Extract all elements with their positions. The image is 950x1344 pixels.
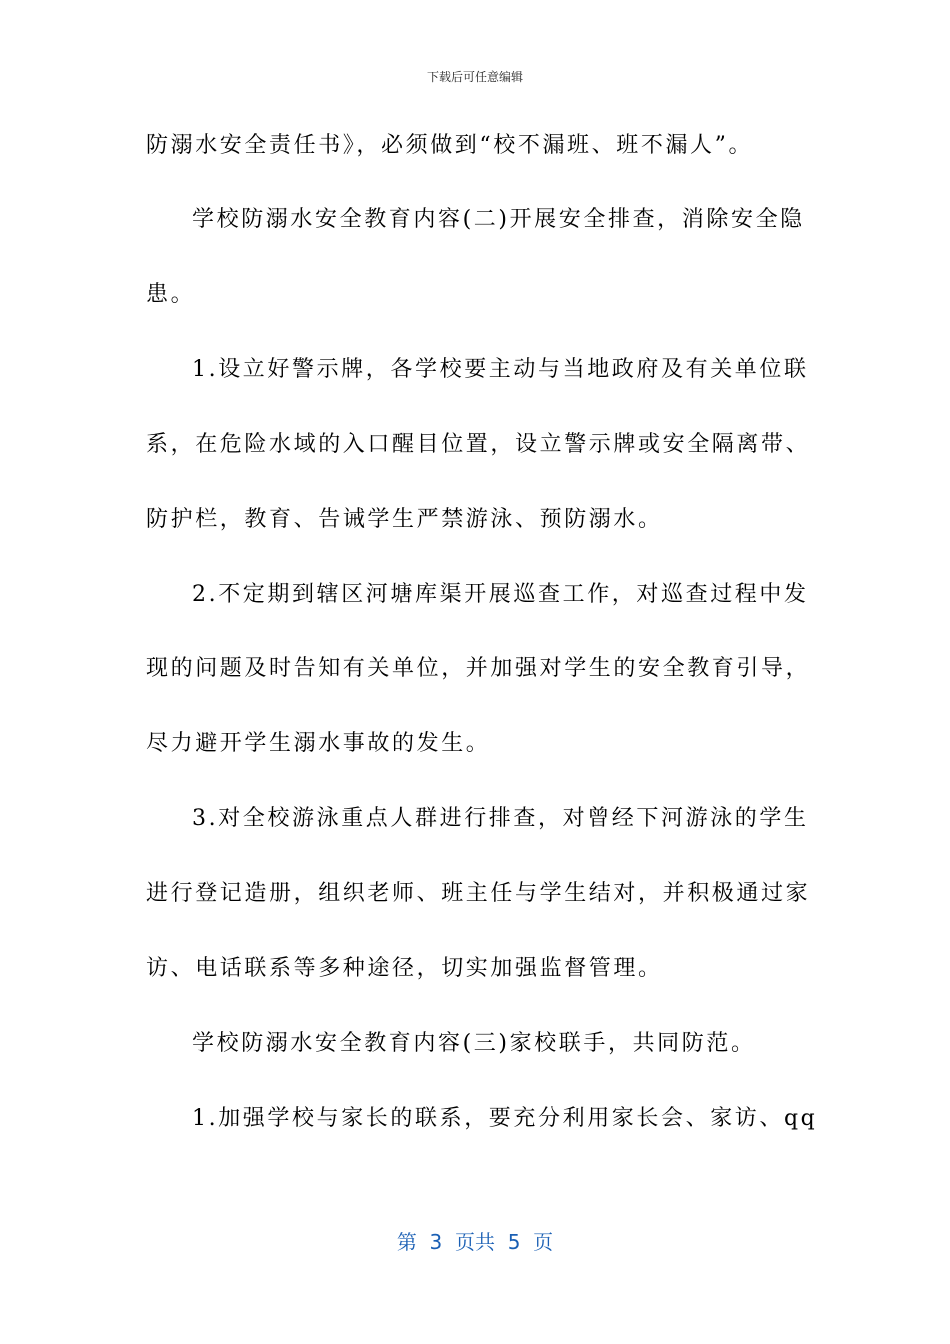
- text-line: 防溺水安全责任书》，必须做到“校不漏班、班不漏人”。: [146, 133, 754, 158]
- header-note: 下载后可任意编辑: [426, 70, 523, 84]
- text-line: 1.加强学校与家长的联系，要充分利用家长会、家访、qq: [192, 1106, 818, 1131]
- text-line: 尽力避开学生溺水事故的发生。: [146, 731, 491, 756]
- text-line: 访、电话联系等多种途径，切实加强监督管理。: [146, 956, 663, 981]
- text-line: 现的问题及时告知有关单位，并加强对学生的安全教育引导，: [146, 656, 811, 681]
- page-number: 第 3 页共 5 页: [396, 1230, 554, 1254]
- text-line: 3.对全校游泳重点人群进行排查，对曾经下河游泳的学生: [192, 806, 809, 831]
- text-line: 学校防溺水安全教育内容(三)家校联手，共同防范。: [192, 1031, 756, 1056]
- text-line: 进行登记造册，组织老师、班主任与学生结对，并积极通过家: [146, 881, 811, 906]
- text-line: 系，在危险水域的入口醒目位置，设立警示牌或安全隔离带、: [146, 432, 811, 457]
- text-line: 2.不定期到辖区河塘库渠开展巡查工作，对巡查过程中发: [192, 582, 809, 607]
- text-line: 防护栏，教育、告诫学生严禁游泳、预防溺水。: [146, 507, 663, 532]
- text-line: 1.设立好警示牌，各学校要主动与当地政府及有关单位联: [192, 357, 809, 382]
- text-line: 患。: [146, 282, 196, 307]
- text-line: 学校防溺水安全教育内容(二)开展安全排查，消除安全隐: [192, 207, 805, 232]
